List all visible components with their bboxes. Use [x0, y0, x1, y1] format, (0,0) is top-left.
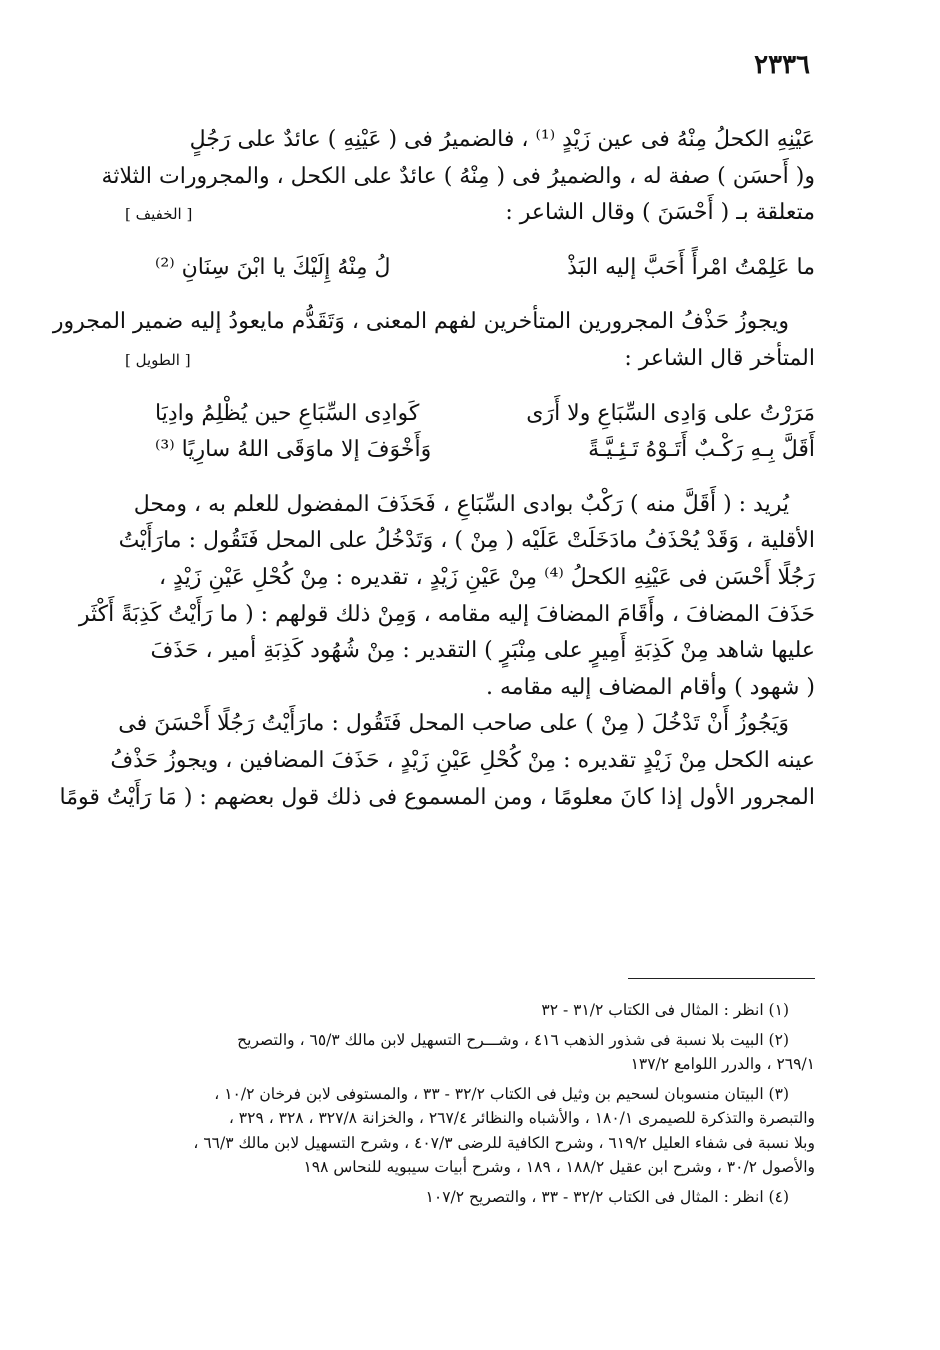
- text-line: [115, 706, 815, 743]
- footnote-1: (١) انظر : المثال فى الكتاب ٣١/٢ - ٣٢: [541, 1001, 789, 1019]
- line-text: متعلقة بـ ( أَحْسَنَ ) وقال الشاعر :: [505, 200, 815, 226]
- line-text: الأقلية ، وَقَدْ يُحْذَفُ مادَخَلَتْ عَلَيْه ( مِنْ ) ، وَتَدْخُلُ على المحل فَتَقُول : مارَأَيْتُ: [118, 528, 815, 554]
- page-number: ٢٣٣٦: [754, 50, 810, 80]
- verse-first-hemistich: أَقَلَّ بِـهِ رَكْـبٌ أَتَـوْهُ تَـئِـيَّـةً: [588, 437, 815, 463]
- footnote-3-cont: وبلا نسبة فى شفاء العليل ٦١٩/٢ ، وشرح الكافية للرضى ٤٠٧/٣ ، وشرح التسهيل لابن مالك ٦٦/٣ ،: [193, 1133, 815, 1152]
- verse-second-hemistich: لُ مِنْهُ إِلَيْكَ يا ابْنَ سِنَانِ ⁽²⁾: [155, 254, 391, 280]
- line-text: المتأخر قال الشاعر :: [624, 345, 815, 371]
- text-line: [110, 743, 815, 780]
- line-text: رَجُلًا أَحْسَن فى عَيْنِهِ الكحلُ ⁽⁴⁾ مِنْ عَيْنِ زَيْدٍ ، تقديره : مِنْ كُحْلِ عَيْنِ زَيْدٍ ،: [158, 564, 815, 590]
- text-line: [101, 159, 815, 196]
- line-text: وَيَجُوزُ أَنْ تَدْخُلَ ( مِنْ ) على صاحب المحل فَتَقُول : مارَأَيْتُ رَجُلًا أَحْسَنَ فى: [118, 711, 789, 737]
- verse-second-hemistich: وَأَخْوَفَ إلا ماوَقَى اللهُ سارِيًا ⁽³⁾: [155, 437, 432, 463]
- line-text: ( شهود ) وأقام المضاف إليه مقامه .: [486, 674, 815, 700]
- footnote-3: (٣) البيتان منسوبان لسحيم بن وثيل فى الكتاب ٣٢/٢ - ٣٣ ، والمستوفى لابن فرخان ١٠/٢ ،: [214, 1084, 789, 1103]
- line-text: ويجوزُ حَذْفُ المجرورين المتأخرين لفهم المعنى ، وَتَقَدُّم مايعودُ إليه ضمير المجرور: [52, 309, 789, 335]
- poetry-verse-3: [115, 432, 815, 469]
- line-text: المجرور الأول إذا كانَ معلومًا ، ومن المسموع فى ذلك قول بعضهم : ( مَا رَأَيْتُ قومًا: [59, 784, 815, 810]
- verse-second-hemistich: كَوادِى السِّبَاعِ حين يُظْلِمُ وادِيَا: [155, 400, 420, 426]
- verse-first-hemistich: ما عَلِمْتُ امْرأً أَحَبَّ إليه البَذْ: [567, 254, 815, 280]
- line-text: عليها شاهد مِنْ كَذِبَةِ أَمِيرٍ على مِنْبَرٍ ) التقدير : مِنْ شُهُود كَذِبَةِ أمير ، حَذَفَ: [150, 638, 815, 664]
- text-line: [115, 487, 815, 524]
- footnote-4: (٤) انظر : المثال فى الكتاب ٣٢/٢ - ٣٣ ، والتصريح ١٠٧/٢: [425, 1187, 789, 1206]
- main-text: [52, 122, 815, 816]
- meter-label-tawil: [ الطويل ]: [125, 350, 191, 369]
- text-line: [115, 523, 815, 560]
- line-text: و( أَحسَن ) صفة له ، والضميرُ فى ( مِنْهُ ) عائدٌ على الكحل ، والمجرورات الثلاثة: [101, 163, 815, 189]
- text-line: [115, 633, 815, 670]
- text-line: [115, 670, 815, 707]
- text-line-with-meter: [115, 195, 815, 232]
- line-text: يُريد : ( أَقَلَّ منه ) رَكْبٌ بوادى السِّبَاعِ ، فَحَذَفَ المفضول للعلم به ، ومحل: [133, 491, 789, 517]
- line-text: عينه الكحل مِنْ زَيْدٍ تقديره : مِنْ كُحْلِ عَيْنِ زَيْدٍ ، حَذَفَ المضافين ، ويجوزُ حَذْفُ: [110, 747, 815, 773]
- line-text: عَيْنِهِ الكحلُ مِنْهُ فى عين زَيْدٍ ⁽¹⁾ ، فالضميرُ فى ( عَيْنِهِ ) عائدٌ على رَجُلٍ: [189, 127, 815, 152]
- poetry-verse-2: [115, 396, 815, 433]
- footnote-3-cont: والتبصرة والتذكرة للصيمرى ١٨٠/١ ، والأشباه والنظائر ٢٦٧/٤ ، والخزانة ٣٢٧/٨ ، ٣٢٨ ، ٣٢٩ ،: [228, 1109, 815, 1127]
- text-line: [78, 597, 815, 634]
- text-line-with-meter: [115, 341, 815, 378]
- footnotes: [115, 998, 815, 1209]
- text-line: [52, 304, 815, 341]
- footnote-2: (٢) البيت بلا نسبة فى شذور الذهب ٤١٦ ، وشـــرح التسهيل لابن مالك ٦٥/٣ ، والتصريح: [237, 1030, 789, 1049]
- footnote-3-cont: والأصول ٣٠/٢ ، وشرح ابن عقيل ١٨٨/٢ ، ١٨٩ ، وشرح أبيات سيبويه للنحاس ١٩٨: [303, 1158, 815, 1176]
- text-line: [59, 780, 815, 817]
- text-line: [115, 122, 815, 159]
- line-text: حَذَفَ المضافَ ، وأَقَامَ المضافَ إليه مقامه ، وَمِنْ ذلك قولهم : ( ما رَأَيْتُ كَذِبَةً أَكْثَر: [78, 601, 815, 627]
- text-line: [115, 560, 815, 597]
- verse-first-hemistich: مَرَرْتُ على وَادِى السِّبَاعِ ولا أَرَى: [526, 400, 815, 426]
- footnote-separator: [628, 978, 815, 979]
- poetry-verse-1: [115, 250, 815, 287]
- footnote-2-cont: ٢٦٩/١ ، والدرر اللوامع ١٣٧/٢: [630, 1055, 815, 1073]
- meter-label-khafif: [ الخفيف ]: [125, 205, 193, 224]
